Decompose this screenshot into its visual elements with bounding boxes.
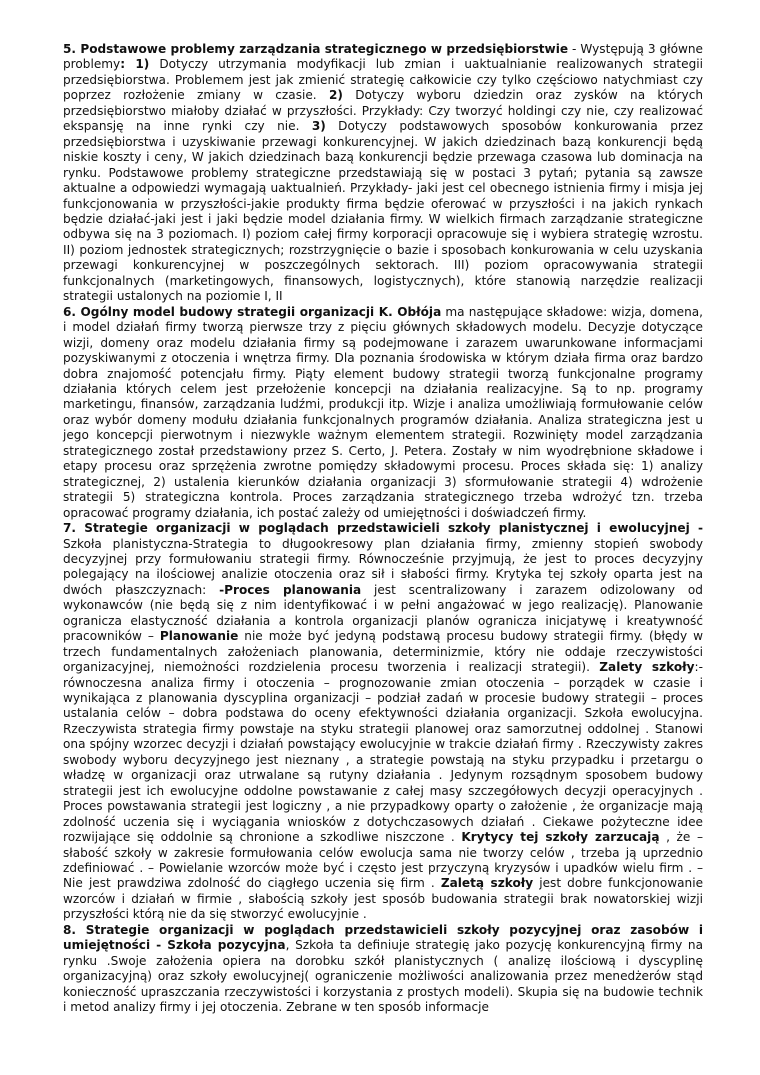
- section-6-paragraph: 6. Ogólny model budowy strategii organizacji K. Obłója ma następujące składowe: wizja, domena, i model działań firmy tworzą pierwsze trzy z pięciu głównych składowych modelu. Decyzje dotyczące wizji, domeny oraz modelu działania firmy są podejmowane i zarazem uwarunkowane informacjami pozyskiwanymi z otoczenia i wnętrza firmy. Dla poznania środowiska w którym działa firma oraz bardzo dobra znajomość potencjału firmy. Piąty element budowy strategii tworzą funkcjonalne programy działania których celem jest przełożenie koncepcji na działania realizacyjne. Są to np. programy marketingu, finansów, zarządzania ludźmi, produkcji itp. Wizje i analiza umożliwiają formułowanie celów oraz wybór domeny modułu działania funkcjonalnych programów działania. Analiza strategiczna jest u jego koncepcji pierwotnym i niezwykle ważnym elementem strategii. Rozwinięty model zarządzania strategicznego został przedstawiony przez S. Certo, J. Petera. Zostały w nim wyodrębnione składowe i etapy procesu oraz sprzężenia zwrotne pomiędzy składowymi procesu. Proces składa się: 1) analizy strategicznej, 2) ustalenia kierunków działania organizacji 3) sformułowanie strategii 4) wdrożenie strategii 5) strategiczna kontrola. Proces zarządzania strategicznego trzeba wdrożyć tzn. trzeba opracować programy działania, ich postać zależy od umiejętności i doświadczeń firmy.: [63, 304, 703, 520]
- section-5-heading: 5. Podstawowe problemy zarządzania strategicznego w przedsiębiorstwie: [63, 42, 569, 56]
- section-7-paragraph: 7. Strategie organizacji w poglądach przedstawicieli szkoły planistycznej i ewolucyjnej - Szkoła planistyczna-Strategia to długookresowy plan działania firmy, zmienny stopień swobody decyzyjnej przy formułowaniu strategii firmy. Równocześnie przyjmują, że jest to proces decyzyjny polegający na ilościowej analizie otoczenia oraz sił i słabości firmy. Krytyka tej szkoły oparta jest na dwóch płaszczyznach: -Proces planowania jest scentralizowany i zarazem odizolowany od wykonawców (nie będą się z nim identyfikować i w pełni angażować w jego realizację). Planowanie ogranicza elastyczność działania a kontrola organizacji planów ogranicza inicjatywę i kreatywność pracowników – Planowanie nie może być jedyną podstawą procesu budowy strategii firmy. (błędy w trzech fundamentalnych założeniach planowania, determinizmie, który nie oddaje rzeczywistości organizacyjnej, niemożności rozdzielenia procesu tworzenia i realizacji strategii). Zalety szkoły:- równoczesna analiza firmy i otoczenia – prognozowanie zmian otoczenia – porządek w czasie i wynikająca z planowania dyscyplina organizacji – podział zadań w procesie budowy strategii – proces ustalania celów – dobra podstawa do oceny efektywności działania organizacji. Szkoła ewolucyjna. Rzeczywista strategia firmy powstaje na styku strategii planowej oraz samorzutnej oddolnej . Stanowi ona spójny wzorzec decyzji i działań powstający ewolucyjnie w trakcie działań firmy . Rzeczywisty zakres swobody wyboru decyzyjnego jest nieznany , a strategie powstają na styku przypadku i przetargu o władzę w organizacji oraz utrwalane są rutyny działania . Jedynym rozsądnym sposobem budowy strategii jest ich ewolucyjne oddolne powstawanie z całej masy szczegółowych decyzji operacyjnych . Proces powstawania strategii jest logiczny , a nie przypadkowy oparty o założenie , że organizacje mają zdolność uczenia się i wyciągania wniosków z dotychczasowych działań . Ciekawe pożyteczne idee rozwijające się oddolnie są chronione a szkodliwe niszczone . Krytycy tej szkoły zarzucają , że – słabość szkoły w zakresie formułowania celów ewolucja sama nie tworzy celów , trzeba ją uprzednio zdefiniować . – Powielanie wzorców może być i często jest przyczyną kryzysów i upadków wielu firm . – Nie jest prawdziwa zdolność do ciągłego uczenia się firm . Zaletą szkoły jest dobre funkcjonowanie wzorców i działań w firmie , słabością szkoły jest sposób budowania strategii brak nowatorskiej wizji przyszłości którą nie da się stworzyć ewolucyjnie .: [63, 521, 704, 922]
- section-7-heading: 7. Strategie organizacji w poglądach przedstawicieli szkoły planistycznej i ewolucyjnej -: [63, 521, 703, 536]
- section-8-heading: 8. Strategie organizacji w poglądach przedstawicieli szkoły pozycyjnej oraz zasobów i umiejętności - Szkoła pozycyjna: [63, 922, 703, 953]
- document-page: [63, 42, 703, 1016]
- section-5-paragraph: 5. Podstawowe problemy zarządzania strategicznego w przedsiębiorstwie - Występują 3 główne problemy: 1) Dotyczy utrzymania modyfikacji lub zmian i uaktualnianie realizowanych strategii przedsiębiorstwa. Problemem jest jak zmienić strategię całkowicie czy tylko częściowo natychmiast czy poprzez rozłożenie zmiany w czasie. 2) Dotyczy wyboru dziedzin oraz zysków na których przedsiębiorstwo miałoby działać w przyszłości. Przykłady: Czy tworzyć holdingi czy nie, czy realizować ekspansję na inne rynki czy nie. 3) Dotyczy podstawowych sposobów konkurowania przez przedsiębiorstwa i uzyskiwanie przewagi konkurencyjnej. W jakich dziedzinach bazą konkurencji będą niskie koszty i ceny, W jakich dziedzinach bazą konkurencji będzie przewaga czasowa lub dominacja na rynku. Podstawowe problemy strategiczne przedstawiają się w postaci 3 pytań; pytania są zawsze aktualne a odpowiedzi wymagają uaktualnień. Przykłady- jaki jest cel obecnego istnienia firmy i misja jej funkcjonowania w przyszłości-jakie produkty firma będzie oferować w przyszłości i na jakich rynkach będzie działać-jaki jest i jaki będzie model działania firmy. W wielkich firmach zarządzanie strategiczne odbywa się na 3 poziomach. I) poziom całej firmy korporacji opracowuje się i wybiera strategię wzrostu. II) poziom jednostek strategicznych; rozstrzygnięcie o bazie i sposobach konkurowania w celu uzyskania przewagi konkurencyjnej w poszczególnych sektorach. III) poziom opracowywania strategii funkcjonalnych (marketingowych, finansowych, logistycznych), które stanowią narzędzie realizacji strategii ustalonych na poziomie I, II: [63, 42, 704, 304]
- section-6-heading: 6. Ogólny model budowy strategii organizacji K. Obłója: [63, 304, 442, 319]
- section-8-paragraph: 8. Strategie organizacji w poglądach przedstawicieli szkoły pozycyjnej oraz zasobów i umiejętności - Szkoła pozycyjna, Szkoła ta definiuje strategię jako pozycję konkurencyjną firmy na rynku .Swoje założenia opiera na dorobku szkół planistycznych ( analizę ilościową i dyscyplinę organizacyjną) oraz szkoły ewolucyjnej( ograniczenie możliwości analizowania przez menedżerów stąd konieczność upraszczania rzeczywistości i korzystania z prostych modeli). Skupia się na budowie technik i metod analizy firmy i jej otoczenia. Zebrane w ten sposób informacje: [63, 922, 703, 1015]
